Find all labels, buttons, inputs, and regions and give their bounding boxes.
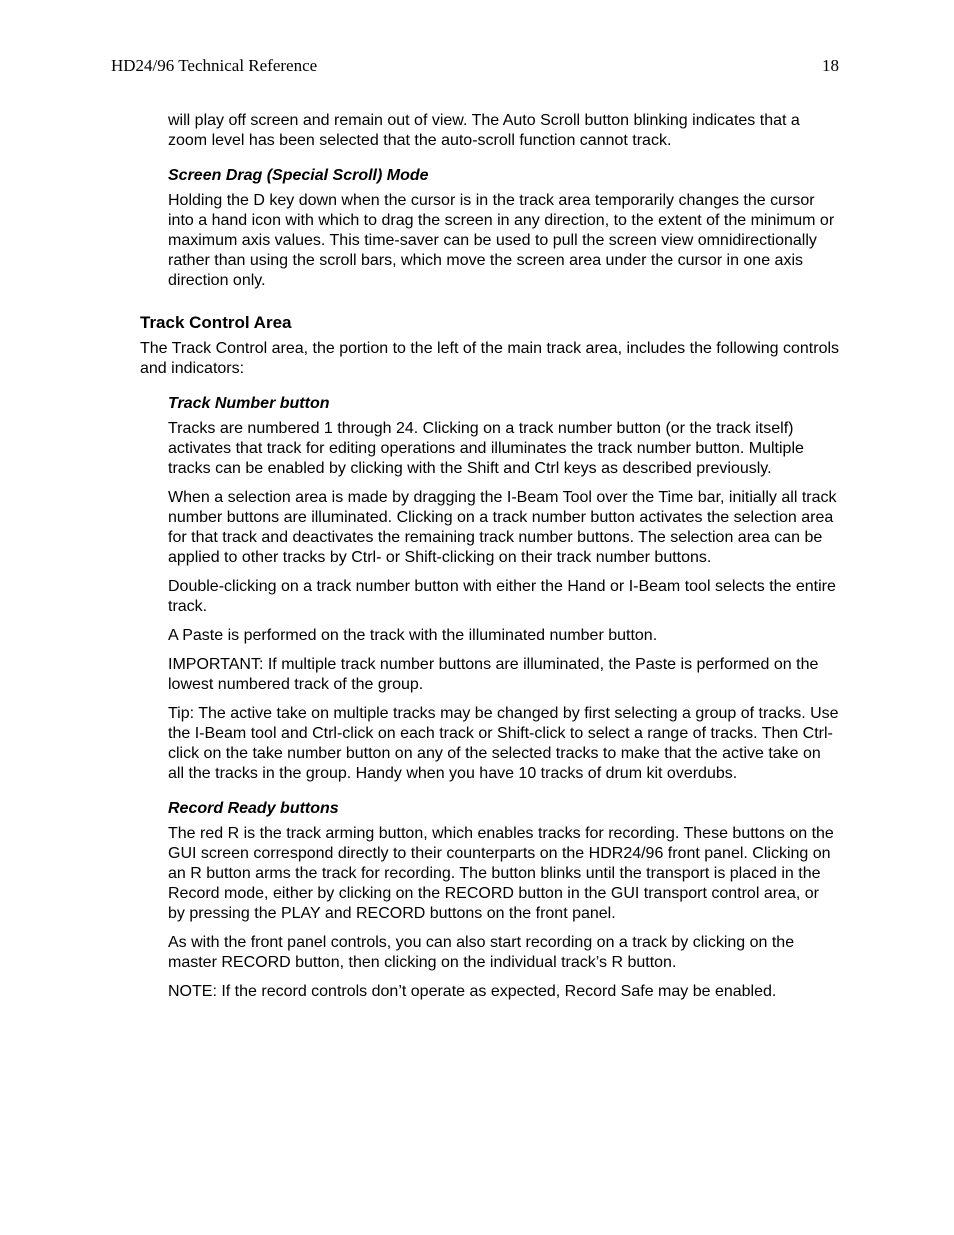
paragraph: IMPORTANT: If multiple track number buttons are illuminated, the Paste is performed on the lowest numbered track of the group. xyxy=(168,656,819,693)
paragraph: Tip: The active take on multiple tracks may be changed by first selecting a group of tracks. Use the I-Beam tool and Ctrl-click on each track or Shift-click to select a range of tracks. Then Ctrl-click on the take number button on any of the selected tracks to make that the active take on all the tracks in the group. Handy when you have 10 tracks of drum kit overdubs. xyxy=(168,705,839,782)
paragraph: Holding the D key down when the cursor is in the track area temporarily changes the cursor into a hand icon with which to drag the screen in any direction, to the extent of the minimum or maximum axis values. This time-saver can be used to pull the screen view omnidirectionally rather than using the scroll bars, which move the screen area under the cursor in one axis direction only. xyxy=(168,192,835,289)
screen-drag-heading: Screen Drag (Special Scroll) Mode xyxy=(168,167,429,184)
paragraph: will play off screen and remain out of view. The Auto Scroll button blinking indicates that a zoom level has been selected that the auto-scroll function cannot track. xyxy=(168,112,800,149)
paragraph: A Paste is performed on the track with the illuminated number button. xyxy=(168,627,658,644)
paragraph: The Track Control area, the portion to the left of the main track area, includes the following controls and indicators: xyxy=(140,340,840,377)
page-number: 18 xyxy=(822,56,839,75)
autoscroll-continuation xyxy=(168,111,840,151)
page-header xyxy=(111,56,839,78)
record-ready-section xyxy=(168,799,840,1002)
paragraph: NOTE: If the record controls don’t operate as expected, Record Safe may be enabled. xyxy=(168,983,777,1000)
paragraph: The red R is the track arming button, which enables tracks for recording. These buttons on the GUI screen correspond directly to their counterparts on the HDR24/96 front panel. Clicking on an R button arms the track for recording. The button blinks until the transport is placed in the Record mode, either by clicking on the RECORD button in the GUI transport control area, or by pressing the PLAY and RECORD buttons on the front panel. xyxy=(168,825,834,922)
track-control-heading: Track Control Area xyxy=(140,313,292,332)
paragraph: When a selection area is made by dragging the I-Beam Tool over the Time bar, initially all track number buttons are illuminated. Clicking on a track number button activates the selection area for that track and deactivates the remaining track number buttons. The selection area can be applied to other tracks by Ctrl- or Shift-clicking on their track number buttons. xyxy=(168,489,837,566)
paragraph: As with the front panel controls, you can also start recording on a track by clicking on the master RECORD button, then clicking on the individual track’s R button. xyxy=(168,934,795,971)
track-number-section xyxy=(168,394,840,784)
record-ready-heading: Record Ready buttons xyxy=(168,800,339,817)
document-body xyxy=(140,111,840,1011)
paragraph: Double-clicking on a track number button with either the Hand or I-Beam tool selects the entire track. xyxy=(168,578,836,615)
screen-drag-section xyxy=(168,166,840,291)
document-title: HD24/96 Technical Reference xyxy=(111,56,318,75)
track-number-heading: Track Number button xyxy=(168,395,330,412)
paragraph: Tracks are numbered 1 through 24. Clicking on a track number button (or the track itself) activates that track for editing operations and illuminates the track number button. Multiple tracks can be enabled by clicking with the Shift and Ctrl keys as described previously. xyxy=(168,420,804,477)
